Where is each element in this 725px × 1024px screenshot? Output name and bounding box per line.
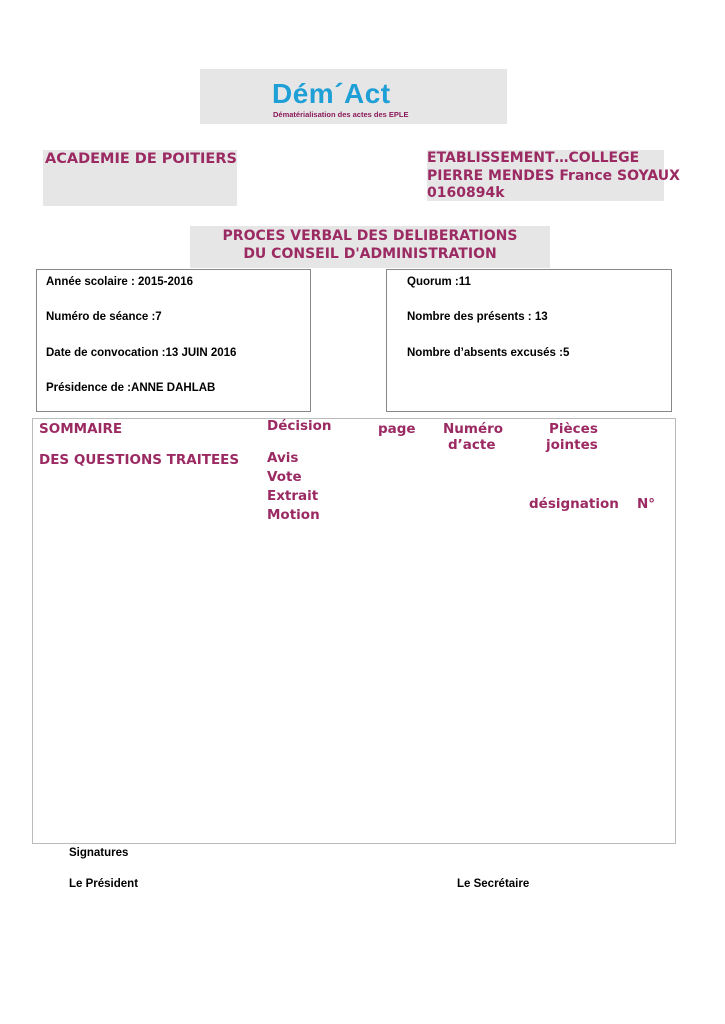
nombre-presents: Nombre des présents : 13	[407, 311, 548, 323]
extrait-header: Extrait	[267, 488, 319, 504]
quorum: Quorum :11	[407, 276, 471, 288]
sommaire-table	[32, 418, 676, 844]
nombre-absents: Nombre d’absents excusés :5	[407, 347, 570, 359]
numero-acte-header-line-2: d’acte	[448, 437, 496, 453]
designation-header: désignation	[529, 496, 619, 512]
motion-header: Motion	[267, 507, 320, 523]
numero-seance: Numéro de séance :7	[46, 311, 162, 323]
logo-subtitle: Dématérialisation des actes des EPLE	[273, 110, 409, 119]
date-convocation: Date de convocation :13 JUIN 2016	[46, 347, 237, 359]
etablissement-line-1: ETABLISSEMENT…COLLEGE	[427, 150, 640, 166]
etablissement-line-2: PIERRE MENDES France SOYAUX	[427, 167, 680, 184]
academie-label: ACADEMIE DE POITIERS	[45, 151, 237, 167]
logo-title: Dém´Act	[272, 78, 391, 109]
pv-title-line-2: DU CONSEIL D'ADMINISTRATION	[243, 246, 497, 262]
pv-title-line-1: PROCES VERBAL DES DELIBERATIONS	[222, 228, 518, 244]
academie-box	[43, 150, 237, 206]
session-info-box	[36, 269, 311, 412]
annee-scolaire: Année scolaire : 2015-2016	[46, 276, 194, 288]
etablissement-box	[427, 150, 680, 201]
pieces-jointes-header-line-1: Pièces	[549, 421, 598, 437]
logo-banner	[200, 69, 507, 124]
vote-header: Vote	[267, 469, 302, 485]
president-signature-label: Le Président	[69, 878, 139, 890]
decision-header: Décision	[267, 418, 332, 434]
page-header: page	[378, 421, 416, 437]
questions-header: DES QUESTIONS TRAITEES	[39, 452, 240, 468]
attendance-info-box	[386, 269, 672, 412]
sommaire-header: SOMMAIRE	[39, 421, 123, 437]
signatures-label: Signatures	[69, 847, 129, 859]
avis-header: Avis	[267, 450, 299, 466]
numero-acte-header-line-1: Numéro	[443, 421, 504, 437]
presidence: Présidence de :ANNE DAHLAB	[46, 382, 216, 394]
numero-symbol-header: N°	[637, 496, 656, 512]
secretaire-signature-label: Le Secrétaire	[457, 878, 530, 890]
pieces-jointes-header-line-2: jointes	[546, 437, 598, 453]
pv-title-box	[190, 226, 550, 268]
etablissement-line-3: 0160894k	[427, 185, 505, 201]
